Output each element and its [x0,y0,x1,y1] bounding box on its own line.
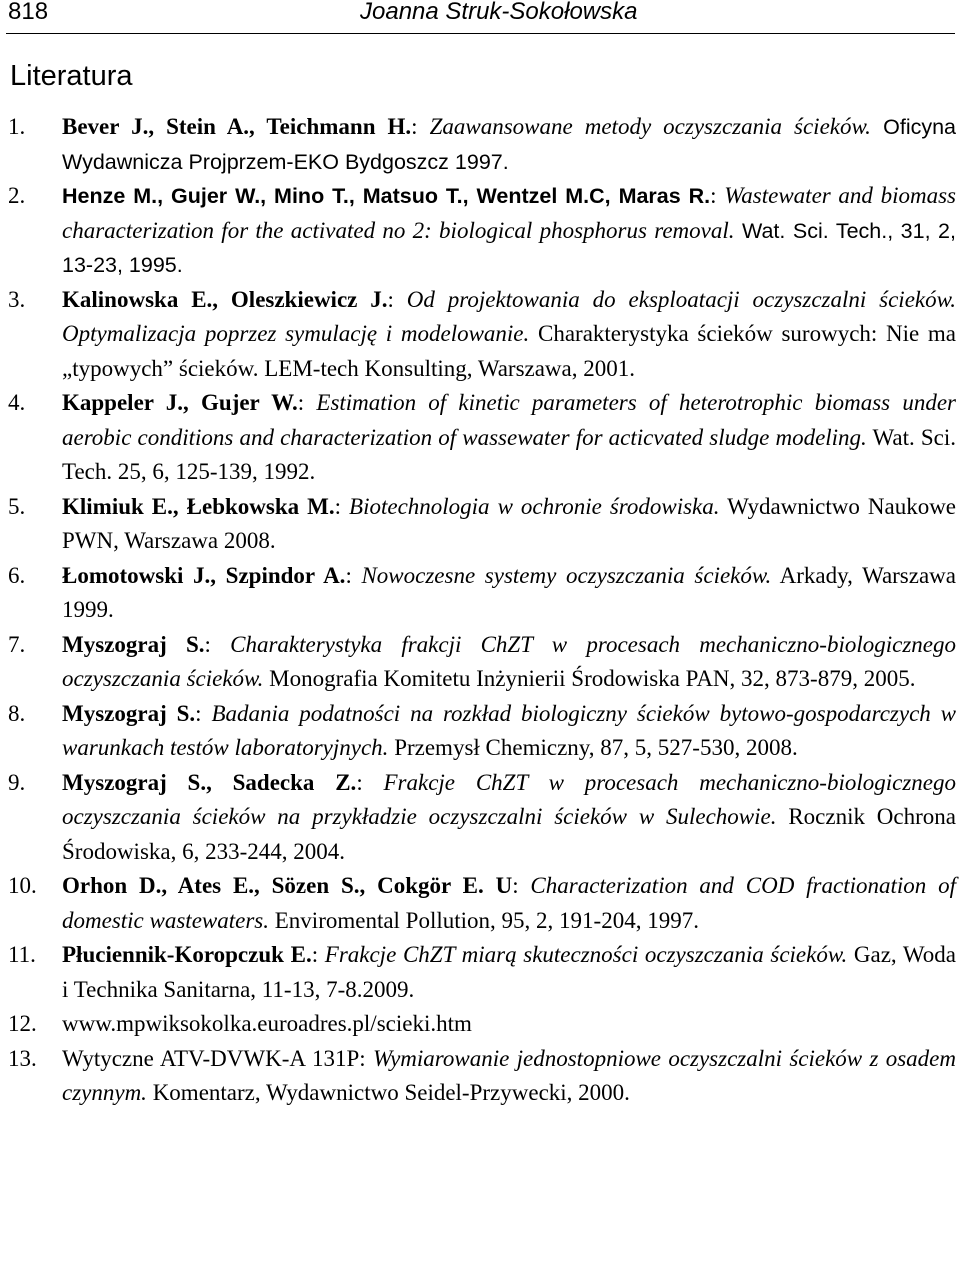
reference-title: Estimation of kinetic parameters of heterotrophic biomass under aerobic conditions and characterization of wassewater for acticvated sludge modeling. [62,390,956,450]
reference-separator: : [710,183,725,208]
reference-item [8,1007,956,1042]
reference-number: 1. [8,114,26,139]
reference-title: Frakcje ChZT miarą skuteczności oczyszczania ścieków. [324,942,848,967]
reference-source: Oficyna Wydawnicza Projprzem-EKO Bydgoszcz 1997. [62,115,957,174]
reference-number: 4. [8,390,26,415]
reference-authors: Bever J., Stein A., Teichmann H. [62,114,412,139]
reference-source: Wydawnictwo Naukowe PWN, Warszawa 2008. [62,493,957,553]
reference-title: Frakcje ChZT w procesach mechaniczno-biologicznego oczyszczania ścieków na przykładzie oczyszczalni ścieków w Sulechowie. [62,769,956,829]
reference-item [8,179,956,283]
reference-authors: Myszograj S. [62,631,205,657]
page-number: 818 [8,0,49,25]
reference-source: Komentarz, Wydawnictwo Seidel-Przywecki, 2000. [146,1080,630,1105]
reference-item [8,1042,956,1111]
reference-list [8,110,956,1111]
reference-source: Wat. Sci. Tech. 25, 6, 125-139, 1992. [62,424,956,484]
reference-separator: : [411,114,430,139]
reference-url: www.mpwiksokolka.euroadres.pl/scieki.htm [62,1011,472,1036]
reference-source: Wat. Sci. Tech., 31, 2, 13-23, 1995. [62,218,956,277]
reference-separator: : [345,562,362,588]
reference-source: Arkady, Warszawa 1999. [62,562,956,622]
reference-source: Rocznik Ochrona Środowiska, 6, 233-244, 2004. [62,804,956,864]
reference-title: Characterization and COD fractionation of domestic wastewaters. [62,873,957,933]
section-title: Literatura [10,60,133,92]
reference-item [8,490,956,559]
reference-title: Nowoczesne systemy oczyszczania ścieków. [361,562,772,588]
reference-title: Od projektowania do eksploatacji oczyszczalni ścieków. Optymalizacja poprzez symulację i modelowanie. [62,286,956,346]
reference-title: Charakterystyka frakcji ChZT w procesach mechaniczno-biologicznego oczyszczania ścieków. [62,631,957,691]
running-header [6,0,955,36]
reference-lead: Wytyczne ATV-DVWK-A 131P: [62,1045,374,1071]
reference-separator: : [512,873,531,898]
reference-authors: Myszograj S., Sadecka Z. [62,769,357,795]
reference-number: 10. [8,873,37,898]
reference-authors: Kappeler J., Gujer W. [62,390,298,415]
reference-authors: Orhon D., Ates E., Sözen S., Cokgör E. U [62,873,513,898]
running-author: Joanna Struk-Sokołowska [360,0,638,25]
reference-number: 13. [8,1045,37,1071]
reference-item [8,766,956,870]
reference-item [8,697,956,766]
reference-number: 3. [8,286,26,312]
reference-authors: Myszograj S. [62,700,196,726]
reference-authors: Płuciennik-Koropczuk E. [62,942,312,967]
reference-number: 6. [8,562,26,588]
reference-separator: : [387,286,407,312]
reference-number: 9. [8,769,26,795]
reference-separator: : [297,390,317,415]
reference-title: Wastewater and biomass characterization for the activated no 2: biological phosphorus removal. [62,183,957,243]
reference-separator: : [311,942,325,967]
reference-number: 5. [8,493,26,519]
reference-source: Enviromental Pollution, 95, 2, 191-204, 1997. [269,907,699,933]
reference-number: 8. [8,700,26,726]
reference-authors: Klimiuk E., Łebkowska M. [62,493,335,519]
reference-title: Wymiarowanie jednostopniowe oczyszczalni ścieków z osadem czynnym. [62,1045,956,1105]
reference-item [8,869,956,938]
reference-authors: Henze M., Gujer W., Mino T., Matsuo T., Wentzel M.C, Maras R. [62,184,711,208]
reference-source: Przemysł Chemiczny, 87, 5, 527-530, 2008. [388,735,798,760]
reference-number: 7. [8,631,26,657]
reference-authors: Łomotowski J., Szpindor A. [62,562,346,588]
reference-item [8,559,956,628]
reference-number: 2. [8,183,26,208]
reference-separator: : [195,700,212,726]
reference-source: Charakterystyka ścieków surowych: Nie ma „typowych” ścieków. LEM-tech Konsulting, Warszawa, 2001. [62,321,957,381]
reference-number: 11. [8,942,36,967]
reference-item [8,938,956,1007]
reference-authors: Kalinowska E., Oleszkiewicz J. [62,286,388,312]
reference-item [8,386,956,490]
reference-title: Zaawansowane metody oczyszczania ścieków. [429,114,871,139]
reference-separator: : [356,769,384,795]
reference-item [8,283,956,387]
reference-separator: : [204,631,231,657]
reference-item [8,110,956,179]
reference-number: 12. [8,1011,37,1036]
reference-source: Gaz, Woda i Technika Sanitarna, 11-13, 7-8.2009. [62,942,957,1002]
reference-title: Badania podatności na rozkład biologiczny ścieków bytowo-gospodarczych w warunkach testów laboratoryjnych. [62,700,957,760]
reference-source: Monografia Komitetu Inżynierii Środowiska PAN, 32, 873-879, 2005. [263,666,916,691]
reference-item [8,628,956,697]
header-rule [6,33,955,34]
reference-separator: : [334,493,350,519]
reference-title: Biotechnologia w ochronie środowiska. [349,493,720,519]
